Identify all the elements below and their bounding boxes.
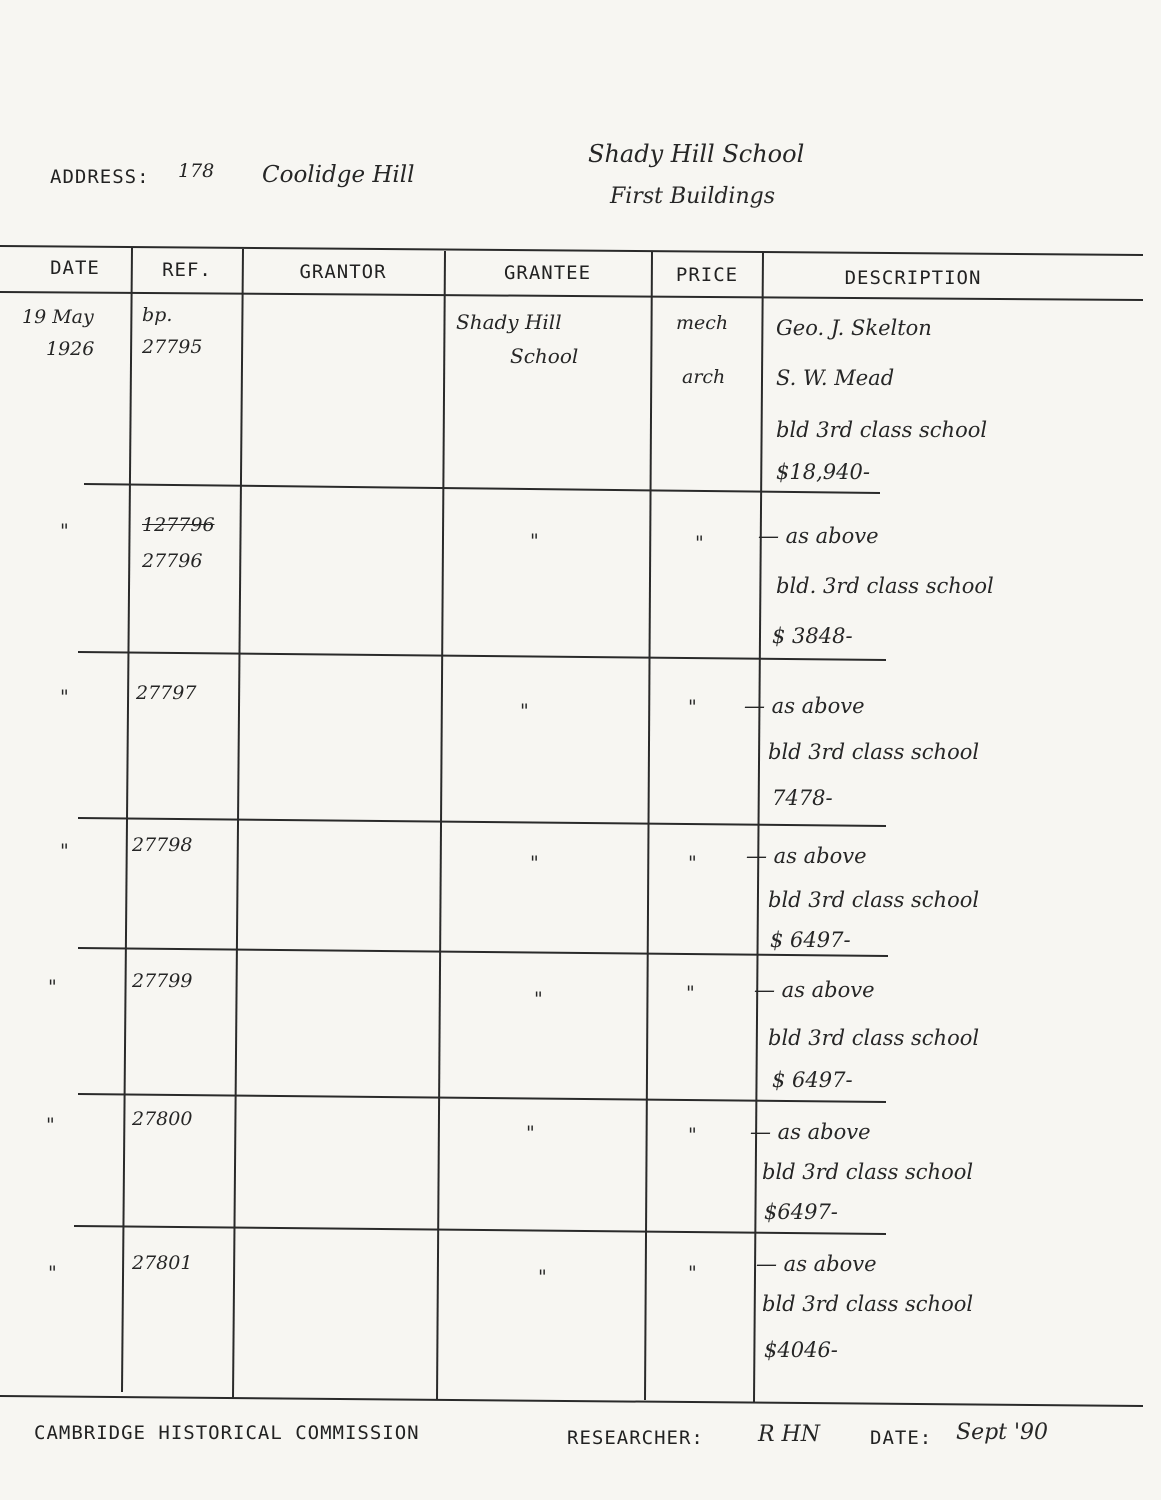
entry-grantee: Shady Hill bbox=[456, 310, 562, 334]
entry-description-line: — as above bbox=[746, 844, 867, 868]
row-rule-2 bbox=[78, 652, 886, 660]
entry-description-line: bld 3rd class school bbox=[768, 740, 980, 764]
entry-ref: 27798 bbox=[132, 834, 193, 856]
entry-ref-struck: 127796 bbox=[142, 514, 215, 536]
col-header-grantor: GRANTOR bbox=[299, 261, 387, 283]
entry-description-line: — as above bbox=[750, 1120, 871, 1144]
entry-price: " bbox=[688, 852, 697, 874]
entry-description-line: — as above bbox=[744, 694, 865, 718]
entry-description-amount: $ 6497- bbox=[770, 928, 851, 952]
entry-date: " bbox=[48, 1262, 57, 1284]
entry-grantee: " bbox=[530, 530, 539, 552]
col-divider-4 bbox=[645, 252, 652, 1400]
address-street: Coolidge Hill bbox=[262, 162, 415, 188]
entry-description-line: S. W. Mead bbox=[776, 366, 895, 390]
project-subtitle: First Buildings bbox=[610, 184, 776, 209]
entry-grantee: " bbox=[530, 852, 539, 874]
entry-ref-prefix: bp. bbox=[142, 304, 173, 326]
entry-date: " bbox=[46, 1114, 55, 1136]
entry-description-amount: $ 3848- bbox=[772, 624, 853, 648]
entry-date-year: 1926 bbox=[46, 338, 95, 360]
col-header-ref: REF. bbox=[162, 259, 212, 281]
date-label: DATE: bbox=[870, 1427, 933, 1449]
col-divider-5 bbox=[754, 253, 763, 1402]
entry-date: 19 May bbox=[22, 306, 94, 328]
entry-ref: 27801 bbox=[132, 1252, 193, 1274]
entry-ref: 27799 bbox=[132, 970, 193, 992]
entry-ref: 27795 bbox=[142, 336, 203, 358]
entry-price: " bbox=[695, 532, 704, 554]
entry-price: " bbox=[688, 1262, 697, 1284]
row-rule-4 bbox=[78, 948, 888, 956]
entry-ref: 27800 bbox=[132, 1108, 193, 1130]
entry-description-amount: $ 6497- bbox=[772, 1068, 853, 1092]
entry-grantee: " bbox=[534, 988, 543, 1010]
col-header-description: DESCRIPTION bbox=[844, 267, 982, 289]
entry-date: " bbox=[48, 976, 57, 998]
entry-description-line: — as above bbox=[758, 524, 879, 548]
header-top-rule bbox=[0, 246, 1143, 255]
entry-grantee: " bbox=[538, 1266, 547, 1288]
entry-date: " bbox=[60, 686, 69, 708]
entry-grantee-line2: School bbox=[510, 344, 579, 368]
entry-description-line: bld 3rd class school bbox=[776, 418, 988, 442]
commission-name: CAMBRIDGE HISTORICAL COMMISSION bbox=[34, 1422, 420, 1444]
project-title: Shady Hill School bbox=[588, 140, 805, 168]
entry-description-amount: $4046- bbox=[764, 1338, 838, 1362]
col-divider-2 bbox=[233, 249, 243, 1398]
entry-price: " bbox=[686, 982, 695, 1004]
entry-description-amount: $18,940- bbox=[776, 460, 870, 484]
entry-description-line: bld 3rd class school bbox=[768, 888, 980, 912]
col-header-date: DATE bbox=[50, 257, 100, 279]
entry-description-line: Geo. J. Skelton bbox=[776, 316, 932, 340]
address-label: ADDRESS: bbox=[50, 166, 150, 188]
row-rule-5 bbox=[78, 1094, 886, 1102]
entry-description-line: bld. 3rd class school bbox=[776, 574, 994, 598]
entry-ref: 27796 bbox=[142, 550, 203, 572]
entry-ref: 27797 bbox=[136, 682, 197, 704]
row-rule-6 bbox=[74, 1226, 886, 1234]
entry-price: " bbox=[688, 1124, 697, 1146]
entry-description-amount: $6497- bbox=[764, 1200, 838, 1224]
date-value: Sept '90 bbox=[956, 1420, 1049, 1445]
entry-description-line: bld 3rd class school bbox=[762, 1292, 974, 1316]
entry-grantee: " bbox=[526, 1122, 535, 1144]
entry-price: " bbox=[688, 696, 697, 718]
address-number: 178 bbox=[178, 160, 215, 182]
col-divider-1 bbox=[122, 248, 132, 1392]
entry-description-line: — as above bbox=[754, 978, 875, 1002]
researcher-value: R HN bbox=[758, 1422, 820, 1447]
researcher-label: RESEARCHER: bbox=[567, 1427, 704, 1449]
entry-grantee: " bbox=[520, 700, 529, 722]
entry-description-amount: 7478- bbox=[772, 786, 833, 810]
row-rule-3 bbox=[78, 818, 886, 826]
col-header-price: PRICE bbox=[675, 264, 739, 286]
entry-price: mech bbox=[676, 312, 729, 334]
col-header-grantee: GRANTEE bbox=[503, 262, 592, 284]
ledger-bottom-rule bbox=[0, 1396, 1143, 1406]
entry-description-line: — as above bbox=[756, 1252, 877, 1276]
header-bottom-rule bbox=[0, 292, 1143, 300]
col-divider-3 bbox=[437, 251, 445, 1400]
entry-description-line: bld 3rd class school bbox=[768, 1026, 980, 1050]
entry-date: " bbox=[60, 840, 69, 862]
entry-date: " bbox=[60, 520, 69, 542]
entry-description-line: bld 3rd class school bbox=[762, 1160, 974, 1184]
entry-price-line2: arch bbox=[682, 366, 726, 388]
